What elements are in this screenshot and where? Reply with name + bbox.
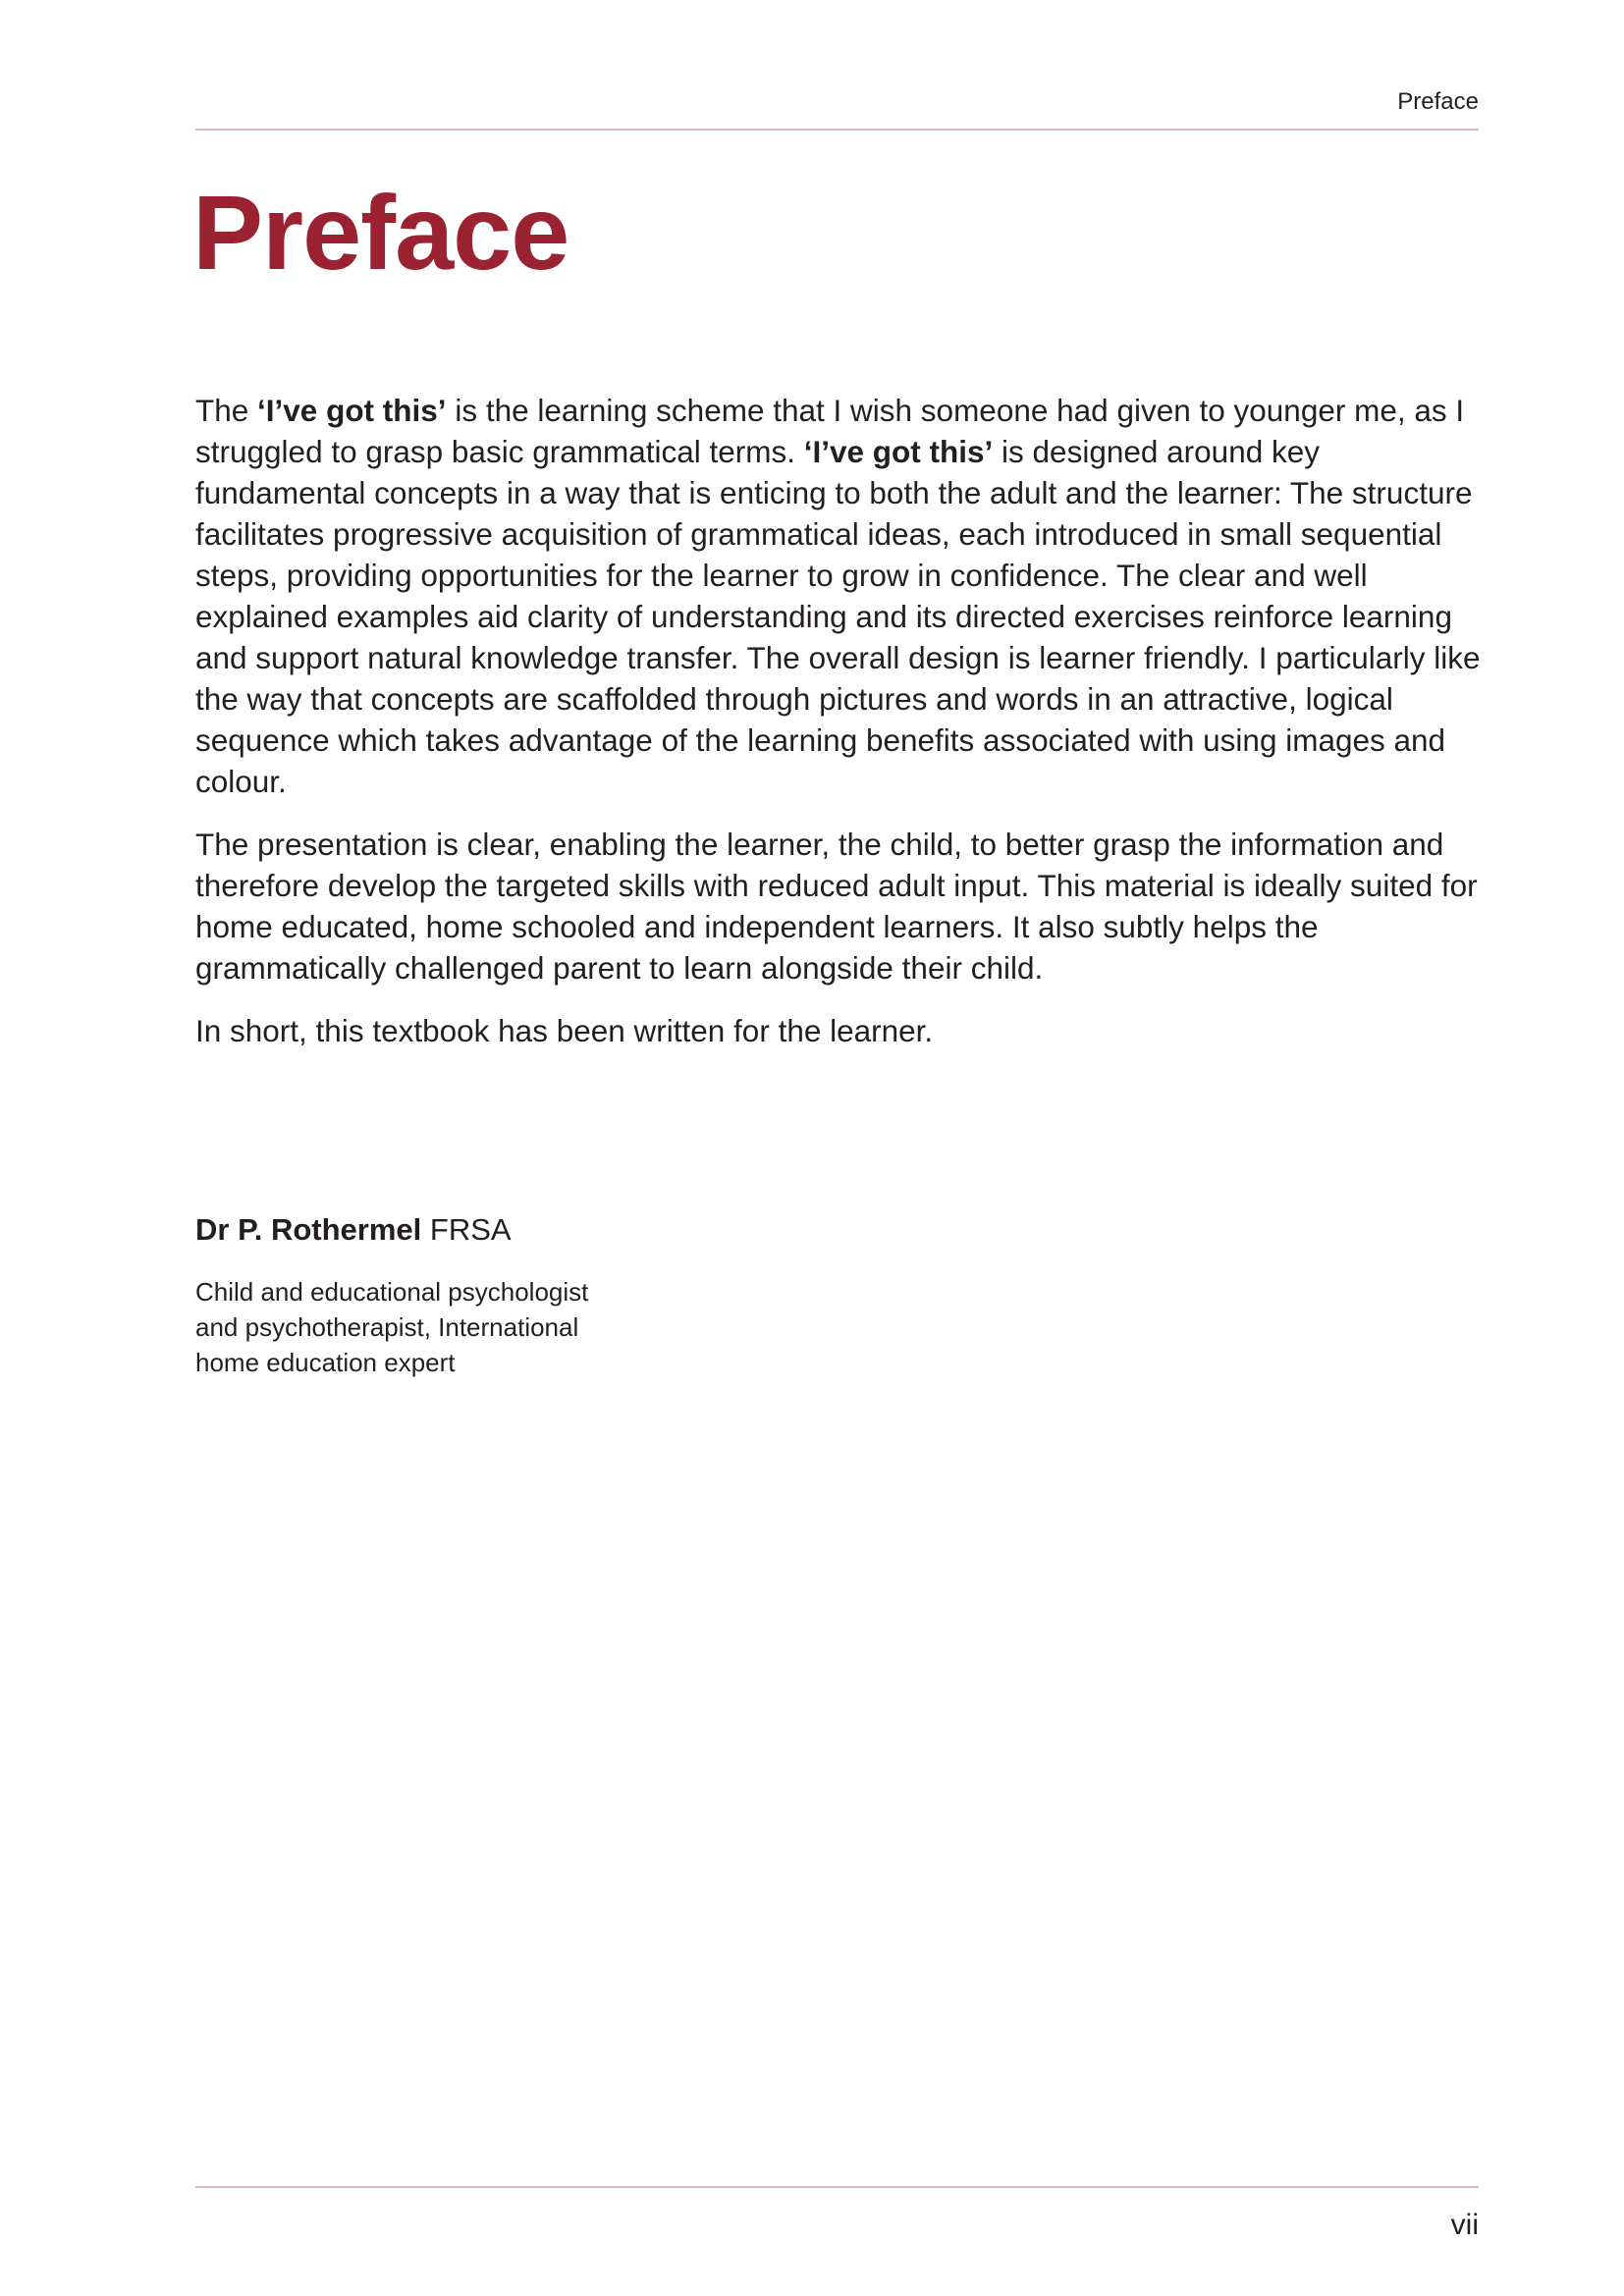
scheme-name-bold: ‘I’ve got this’ — [257, 393, 447, 428]
signature-line — [195, 1209, 512, 1251]
author-role-line: Child and educational psychologist — [195, 1277, 589, 1307]
author-post-nominal: FRSA — [421, 1212, 512, 1247]
paragraph-1 — [195, 390, 1491, 802]
author-role — [195, 1274, 647, 1380]
author-role-line: home education expert — [195, 1348, 456, 1377]
footer-rule — [195, 2186, 1479, 2188]
running-head: Preface — [1397, 88, 1479, 115]
header-rule — [195, 129, 1479, 131]
author-name: Dr P. Rothermel — [195, 1212, 422, 1247]
p1-text-a: The — [195, 393, 258, 428]
p1-text-c: is designed around key fundamental concepts in a way that is enticing to both the adult and the learner: The structure facilitates progressive acquisition of grammatical ideas, each introduced in small sequential steps, providing opportunities for the learner to grow in confidence. The clear and well explained examples aid clarity of understanding and its directed exercises reinforce learning and support natural knowledge transfer. The overall design is learner friendly. I particularly like the way that concepts are scaffolded through pictures and words in an attractive, logical sequence which takes advantage of the learning benefits associated with using images and colour. — [195, 434, 1481, 799]
page-title: Preface — [192, 173, 569, 292]
paragraph-2: The presentation is clear, enabling the learner, the child, to better grasp the information and therefore develop the targeted skills with reduced adult input. This material is ideally suited for home educated, home schooled and independent learners. It also subtly helps the grammatically challenged parent to learn alongside their child. — [195, 827, 1478, 986]
preface-body — [195, 390, 1491, 1073]
page-number: vii — [1450, 2209, 1479, 2241]
scheme-name-bold-2: ‘I’ve got this’ — [803, 434, 994, 469]
paragraph-3: In short, this textbook has been written for the learner. — [195, 1013, 934, 1048]
p1-text-b: is the learning scheme that I wish someone had given to younger me, as I struggled to grasp basic grammatical terms. — [195, 393, 1465, 469]
author-role-line: and psychotherapist, International — [195, 1312, 579, 1342]
